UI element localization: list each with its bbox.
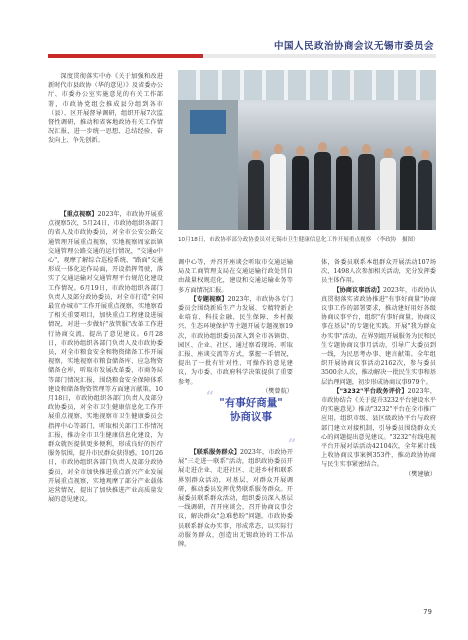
photo-caption: 10月18日，市政协率部分政协委员对无锡市卫生健康信息化工作开展重点视察 （李政协 摄图） (178, 237, 419, 243)
paragraph (178, 448, 293, 549)
paragraph (48, 210, 163, 505)
paragraph-text: 2023年，市政协结合《关于提升3232平台建设水平的实施意见》推动"3232"平台在全市推广应用，组织市级、县区级政协平台与政府部门建立对接机制，引导委员围绕群众关心的问题提出意见建议。"3232"有线电视平台开展对话活动42104次，全年累计线上收协商议事案例353件，推动政协协商与民生实事紧密结合。 (321, 387, 437, 469)
section-heading: 【协商议事活动】 (333, 286, 384, 294)
paragraph-text: 2023年，市政协开展重点视察5次，5月24日，市政协组织各部门的省人及市政协委员，对全市公安公路交通管理开展重点视察，实地视察周家浜镇交通管理公路交通的运行情况，"交通e中心"，观摩了解综合巡检系统、"路面"交通形成一体化运作局面，开设指挥驾驶，落实了交通运输对交通管理平台规范化建设工作情况。6月19日，市政协组织各部门负责人及部分政协委员，对全市打造"全国最宜办城市"工作开展重点视察，实地察看了相关重要项目，加快重点工程建设进展情况，对进一步做好"放管服"改革工作进行协商交流，提出了意见建议。6月28日，市政协组织各部门负责人及市政协委员，对全市粮食安全和物资储备工作开展视察，实地视察市粮食储备库、应急物资储备仓库，听取市发展改革委、市商务局等部门情况汇报，围绕粮食安全保障体系建设和储备物资管理等方面建言献策。10月18日，市政协组织各部门负责人及部分政协委员，对全市卫生健康信息化工作开展重点视察，实地视察市卫生健康委员会指挥中心等部门，听取相关部门工作情况汇报，推动全市卫生健康信息化建设，为群众就医提供更多便利，形成良好的医疗服务氛围，提升市民群众获得感。10月26日，市政协组织各部门负责人及部分政协委员，对全市加快推进重点新兴产业发展开展重点视察，实地观摩了部分产业载体运营情况，提出了加快推进产业高质量发展的意见建议。 (48, 211, 164, 504)
paragraph-text: 2023年，市政协认真贯彻落实省政协推进"有事好商量"协商议事工作的部署要求，推动建好用好各级协商议事平台，组织"有事好商量，协商议事在基层"的专题化实践。开展"我为群众办实事"活动，在界别组开展服务为民和民生专题协商议事月活动，引导广大委员到一线，为民思考办事、建言献策。全年组织开展协商议事活动2162次，参与委员3500余人次，推动解决一批民生实事和基层治理问题，初步形成协商议事979个。 (321, 286, 437, 386)
paragraph: 体，备委员联系本组群众开展活动107场次，1498人次参加相关活动，充分发挥委员主体作用。 (321, 259, 436, 285)
signature: （樊建敏） (405, 470, 436, 478)
pull-quote-line-1: "有事好商量" (219, 397, 283, 409)
quote-mark-icon: “ (206, 389, 215, 405)
paragraph (321, 286, 436, 387)
paragraph (321, 387, 436, 470)
column-3 (321, 258, 436, 479)
paragraph: 调中心等，并召开座谈会听取市交通运输局及工商管理支局在交通运输行政处罚自由裁量权规范化，建设和交通运输业务等多方面情况汇报。 (178, 259, 293, 294)
column-2-top (178, 258, 293, 396)
section-heading: 【专题视察】 (190, 295, 228, 303)
paragraph-text: 2023年，市政协开展"三走进一联系"活动，组织政协委员开展走进企业、走进社区、走进乡村和联系界别群众活动，对基层、对群众开展调研，推动委员发挥优势联系服务群众。开展委员联系群众活动，组织委员深入基层一线调研，召开座谈会，召开协商议事会议，解决群众"急难愁盼"问题。市政协委员联系群众办实事，形成常态，以实际行动服务群众，创造出无锡政协的工作品牌。 (178, 449, 294, 549)
section-heading: 【"3232"平台政务评价】 (333, 387, 408, 395)
signature: （樊曾航） (262, 387, 293, 395)
meeting-photo (178, 70, 436, 230)
paragraph-text: 2023年，市政协各专门委员会围绕新质生产力发展、专精特新企业培育、科技金融、民生保障、乡村振兴、生态环境保护等主题开展专题视察19次，市政协组织委员深入到全市各镇街、园区、企业、社区，通过察看现场、听取汇报、座谈交流等方式，掌握一手情况，提出了一批有针对性、可操作的意见建议，为市委、市政府科学决策提供了重要参考。 (178, 295, 294, 386)
paragraph: 深度贯彻落实中办《关于加强和改进新时代市县政协（华的意见）》及省委办公厅、市委办公室实施意见的有关工作部署，市政协党组会推成县分组到各市（县）、区开展督导调研，组织开展7次监督性调研，推动和省客地政协有关工作情况汇报，进一步统一思想、总结经验、奋发向上、争先创新。 (48, 73, 163, 145)
quote-mark-icon: ” (287, 437, 296, 453)
header-title: 中国人民政治协商会议无锡市委员会 (273, 41, 434, 52)
header-rule (48, 54, 436, 58)
column-1-body (48, 210, 163, 505)
column-2-bottom (178, 448, 293, 549)
paragraph (178, 295, 293, 387)
section-heading: 【重点视察】 (60, 211, 98, 218)
page-number: 79 (423, 608, 432, 616)
pull-quote-line-2: 协商议事 (230, 411, 272, 423)
section-heading: 【联系服务群众】 (190, 449, 241, 456)
column-1-intro (48, 72, 163, 146)
